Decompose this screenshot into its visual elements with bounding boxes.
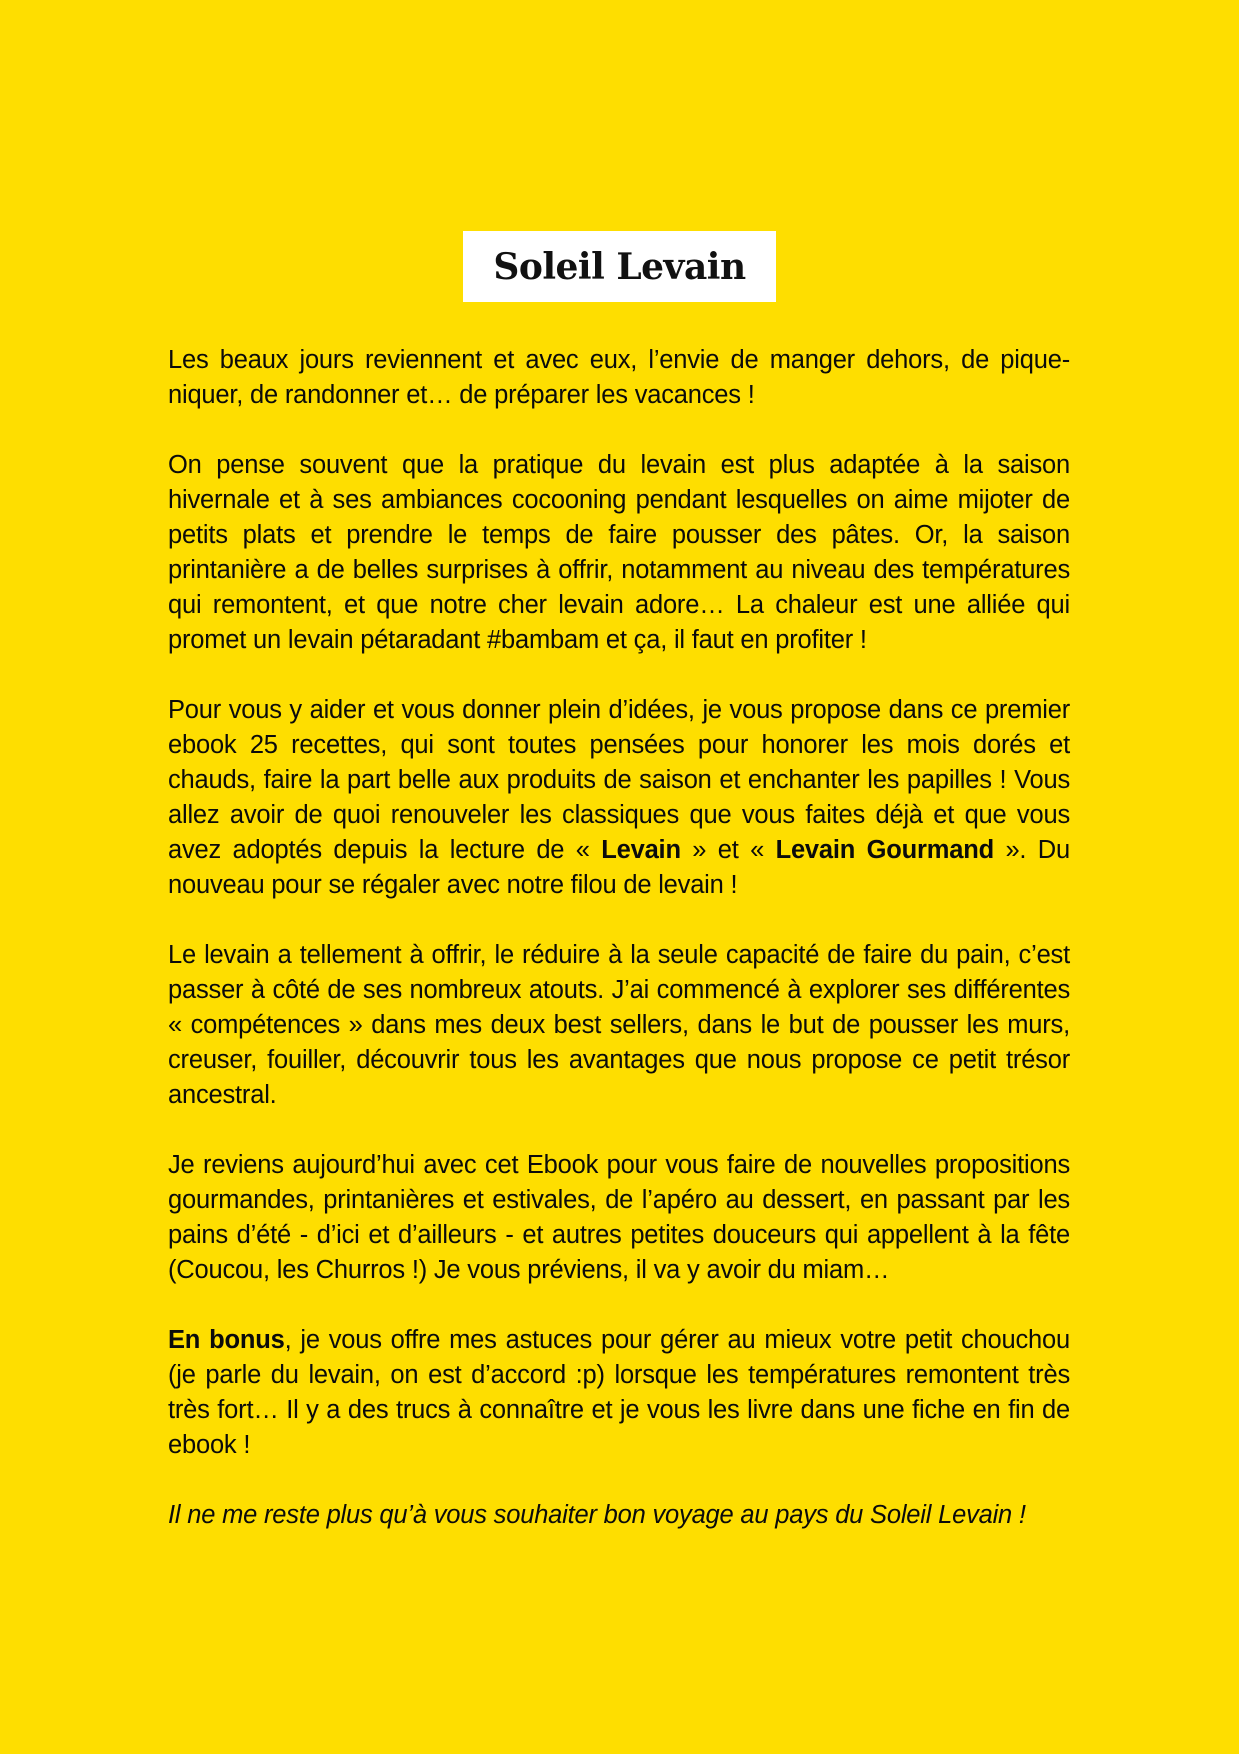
- paragraph-5: Je reviens aujourd’hui avec cet Ebook pour vous faire de nouvelles propositions gourmandes, printanières et estivales, de l’apéro au dessert, en passant par les pains d’été - d’ici et d’ailleurs - et autres petites douceurs qui appellent à la fête (Coucou, les Churros !) Je vous préviens, il va y avoir du miam…: [168, 1151, 1070, 1284]
- paragraph-3: [168, 693, 1070, 903]
- title-box: [463, 231, 776, 302]
- paragraph-3-text-a: Pour vous y aider et vous donner plein d’idées, je vous propose dans ce premier ebook 25 recettes, qui sont toutes pensées pour honorer les mois dorés et chauds, faire la part belle aux produits de saison et enchanter les papilles ! Vous allez avoir de quoi renouveler les classiques que vous faites déjà et que vous avez adoptés depuis la lecture de «: [168, 696, 1070, 864]
- paragraph-3-text-b: » et «: [680, 836, 776, 864]
- bonus-label: En bonus: [168, 1326, 285, 1354]
- paragraph-6-text: , je vous offre mes astuces pour gérer au mieux votre petit chouchou (je parle du levain, on est d’accord :p) lorsque les températures remontent très très fort… Il y a des trucs à connaître et je vous les livre dans une fiche en fin de ebook !: [168, 1326, 1070, 1459]
- paragraph-1: Les beaux jours reviennent et avec eux, l’envie de manger dehors, de pique-niquer, de randonner et… de préparer les vacances !: [168, 346, 1070, 409]
- intro-text: [168, 343, 1070, 1568]
- book-title-levain: Levain: [601, 836, 681, 864]
- paragraph-6: [168, 1323, 1070, 1463]
- book-title-levain-gourmand: Levain Gourmand: [775, 836, 994, 864]
- paragraph-2: On pense souvent que la pratique du levain est plus adaptée à la saison hivernale et à ses ambiances cocooning pendant lesquelles on aime mijoter de petits plats et prendre le temps de faire pousser des pâtes. Or, la saison printanière a de belles surprises à offrir, notamment au niveau des températures qui remontent, et que notre cher levain adore… La chaleur est une alliée qui promet un levain pétaradant #bambam et ça, il faut en profiter !: [168, 451, 1070, 654]
- closing-line: Il ne me reste plus qu’à vous souhaiter bon voyage au pays du Soleil Levain !: [168, 1501, 1026, 1529]
- page-title: Soleil Levain: [493, 245, 746, 288]
- paragraph-4: Le levain a tellement à offrir, le réduire à la seule capacité de faire du pain, c’est passer à côté de ses nombreux atouts. J’ai commencé à explorer ses différentes « compétences » dans mes deux best sellers, dans le but de pousser les murs, creuser, fouiller, découvrir tous les avantages que nous propose ce petit trésor ancestral.: [168, 941, 1070, 1109]
- paragraph-3-text-c: ». Du nouveau pour se régaler avec notre filou de levain !: [168, 836, 1070, 899]
